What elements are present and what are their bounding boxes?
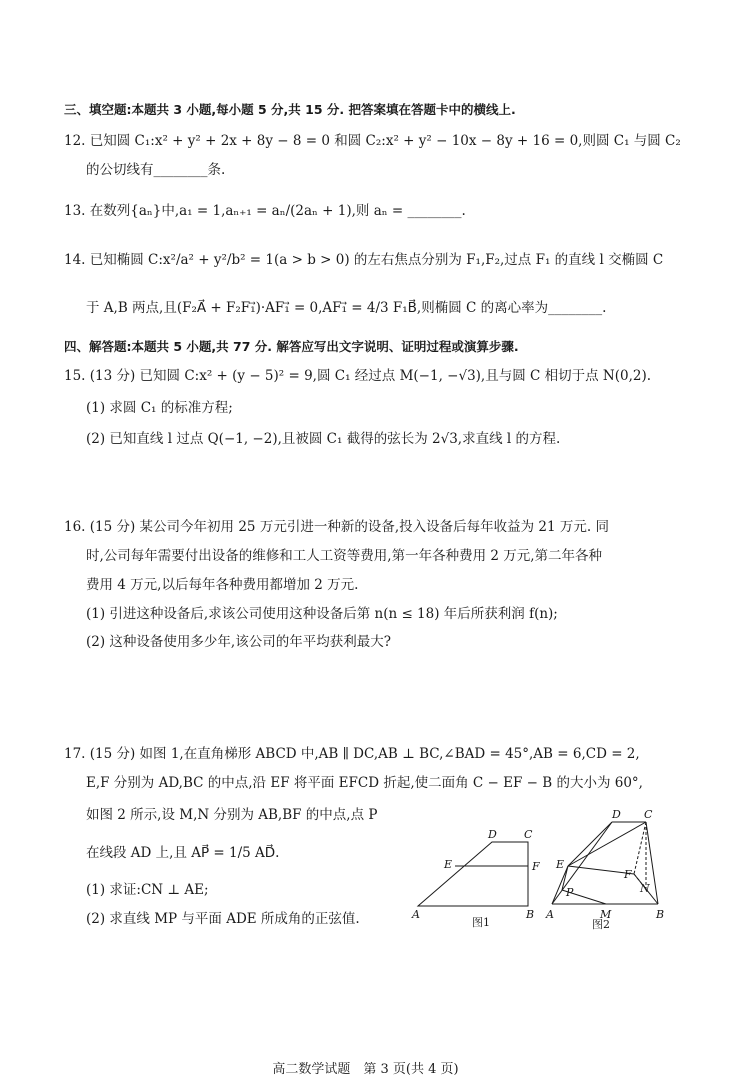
- q17-line4: 在线段 AD 上,且 AP⃗ = 1/5 AD⃗.: [86, 845, 280, 861]
- q16-line1: 16. (15 分) 某公司今年初用 25 万元引进一种新的设备,投入设备后每年收益为 21 万元. 同: [64, 519, 609, 535]
- figure-1-trapezoid: [408, 822, 558, 932]
- q16-part2: (2) 这种设备使用多少年,该公司的年平均获利最大?: [86, 634, 391, 650]
- fig1-label: 图1: [472, 916, 490, 929]
- section3-heading: 三、填空题:本题共 3 小题,每小题 5 分,共 15 分. 把答案填在答题卡中的横线上.: [64, 102, 516, 117]
- fig2-point-n: N: [640, 882, 650, 895]
- q15-part1: (1) 求圆 C₁ 的标准方程;: [86, 400, 233, 416]
- page-footer: 高二数学试题 第 3 页(共 4 页): [272, 1062, 459, 1077]
- fig2-point-d: D: [612, 808, 621, 821]
- figure-2-folded-solid: [542, 800, 702, 932]
- edge-cf-dashed: [634, 822, 646, 874]
- fig1-point-a: A: [412, 908, 420, 921]
- q13-line1: 13. 在数列{aₙ}中,a₁ = 1,aₙ₊₁ = aₙ/(2aₙ + 1),则 aₙ = ________.: [64, 203, 466, 219]
- fig1-point-e: E: [444, 858, 453, 871]
- q15-part2: (2) 已知直线 l 过点 Q(−1, −2),且被圆 C₁ 截得的弦长为 2√3,求直线 l 的方程.: [86, 431, 561, 447]
- fig1-point-d: D: [488, 828, 497, 841]
- fig2-point-m: M: [600, 908, 612, 921]
- q15-line1: 15. (13 分) 已知圆 C:x² + (y − 5)² = 9,圆 C₁ 经过点 M(−1, −√3),且与圆 C 相切于点 N(0,2).: [64, 368, 652, 384]
- fig1-point-f: F: [532, 860, 540, 873]
- edge-ed: [568, 822, 612, 866]
- trapezoid-outline: [418, 842, 528, 906]
- fig2-label: 图2: [592, 918, 610, 931]
- q17-part2: (2) 求直线 MP 与平面 ADE 所成角的正弦值.: [86, 911, 360, 927]
- fig2-point-a: A: [546, 908, 554, 921]
- q14-line2: 于 A,B 两点,且(F₂A⃗ + F₂F₁⃗)·AF₁⃗ = 0,AF₁⃗ = 4/3 F₁B⃗,则椭圆 C 的离心率为________.: [86, 300, 607, 316]
- fig2-point-b: B: [656, 908, 665, 921]
- q16-line2: 时,公司每年需要付出设备的维修和工人工资等费用,第一年各种费用 2 万元,第二年各种: [86, 548, 603, 564]
- fig2-point-f: F: [624, 868, 632, 881]
- q17-part1: (1) 求证:CN ⊥ AE;: [86, 882, 209, 898]
- fig2-point-p: P: [566, 886, 574, 899]
- q16-part1: (1) 引进这种设备后,求该公司使用这种设备后第 n(n ≤ 18) 年后所获利润 f(n);: [86, 606, 558, 622]
- fig1-point-b: B: [526, 908, 535, 921]
- q17-line3: 如图 2 所示,设 M,N 分别为 AB,BF 的中点,点 P: [86, 807, 378, 823]
- q17-line1: 17. (15 分) 如图 1,在直角梯形 ABCD 中,AB ∥ DC,AB ⊥ BC,∠BAD = 45°,AB = 6,CD = 2,: [64, 746, 640, 762]
- q16-line3: 费用 4 万元,以后每年各种费用都增加 2 万元.: [86, 577, 359, 593]
- q17-line2: E,F 分别为 AD,BC 的中点,沿 EF 将平面 EFCD 折起,使二面角 C − EF − B 的大小为 60°,: [86, 775, 643, 791]
- q12-line2: 的公切线有________条.: [86, 162, 226, 178]
- section4-heading: 四、解答题:本题共 5 小题,共 77 分. 解答应写出文字说明、证明过程或演算步骤.: [64, 339, 519, 354]
- fig2-point-e: E: [556, 858, 565, 871]
- q14-line1: 14. 已知椭圆 C:x²/a² + y²/b² = 1(a > b > 0) 的左右焦点分别为 F₁,F₂,过点 F₁ 的直线 l 交椭圆 C: [64, 252, 664, 268]
- q12-line1: 12. 已知圆 C₁:x² + y² + 2x + 8y − 8 = 0 和圆 C₂:x² + y² − 10x − 8y + 16 = 0,则圆 C₁ 与圆 C₂: [64, 133, 681, 149]
- fig1-point-c: C: [524, 828, 533, 841]
- fig2-point-c: C: [644, 808, 653, 821]
